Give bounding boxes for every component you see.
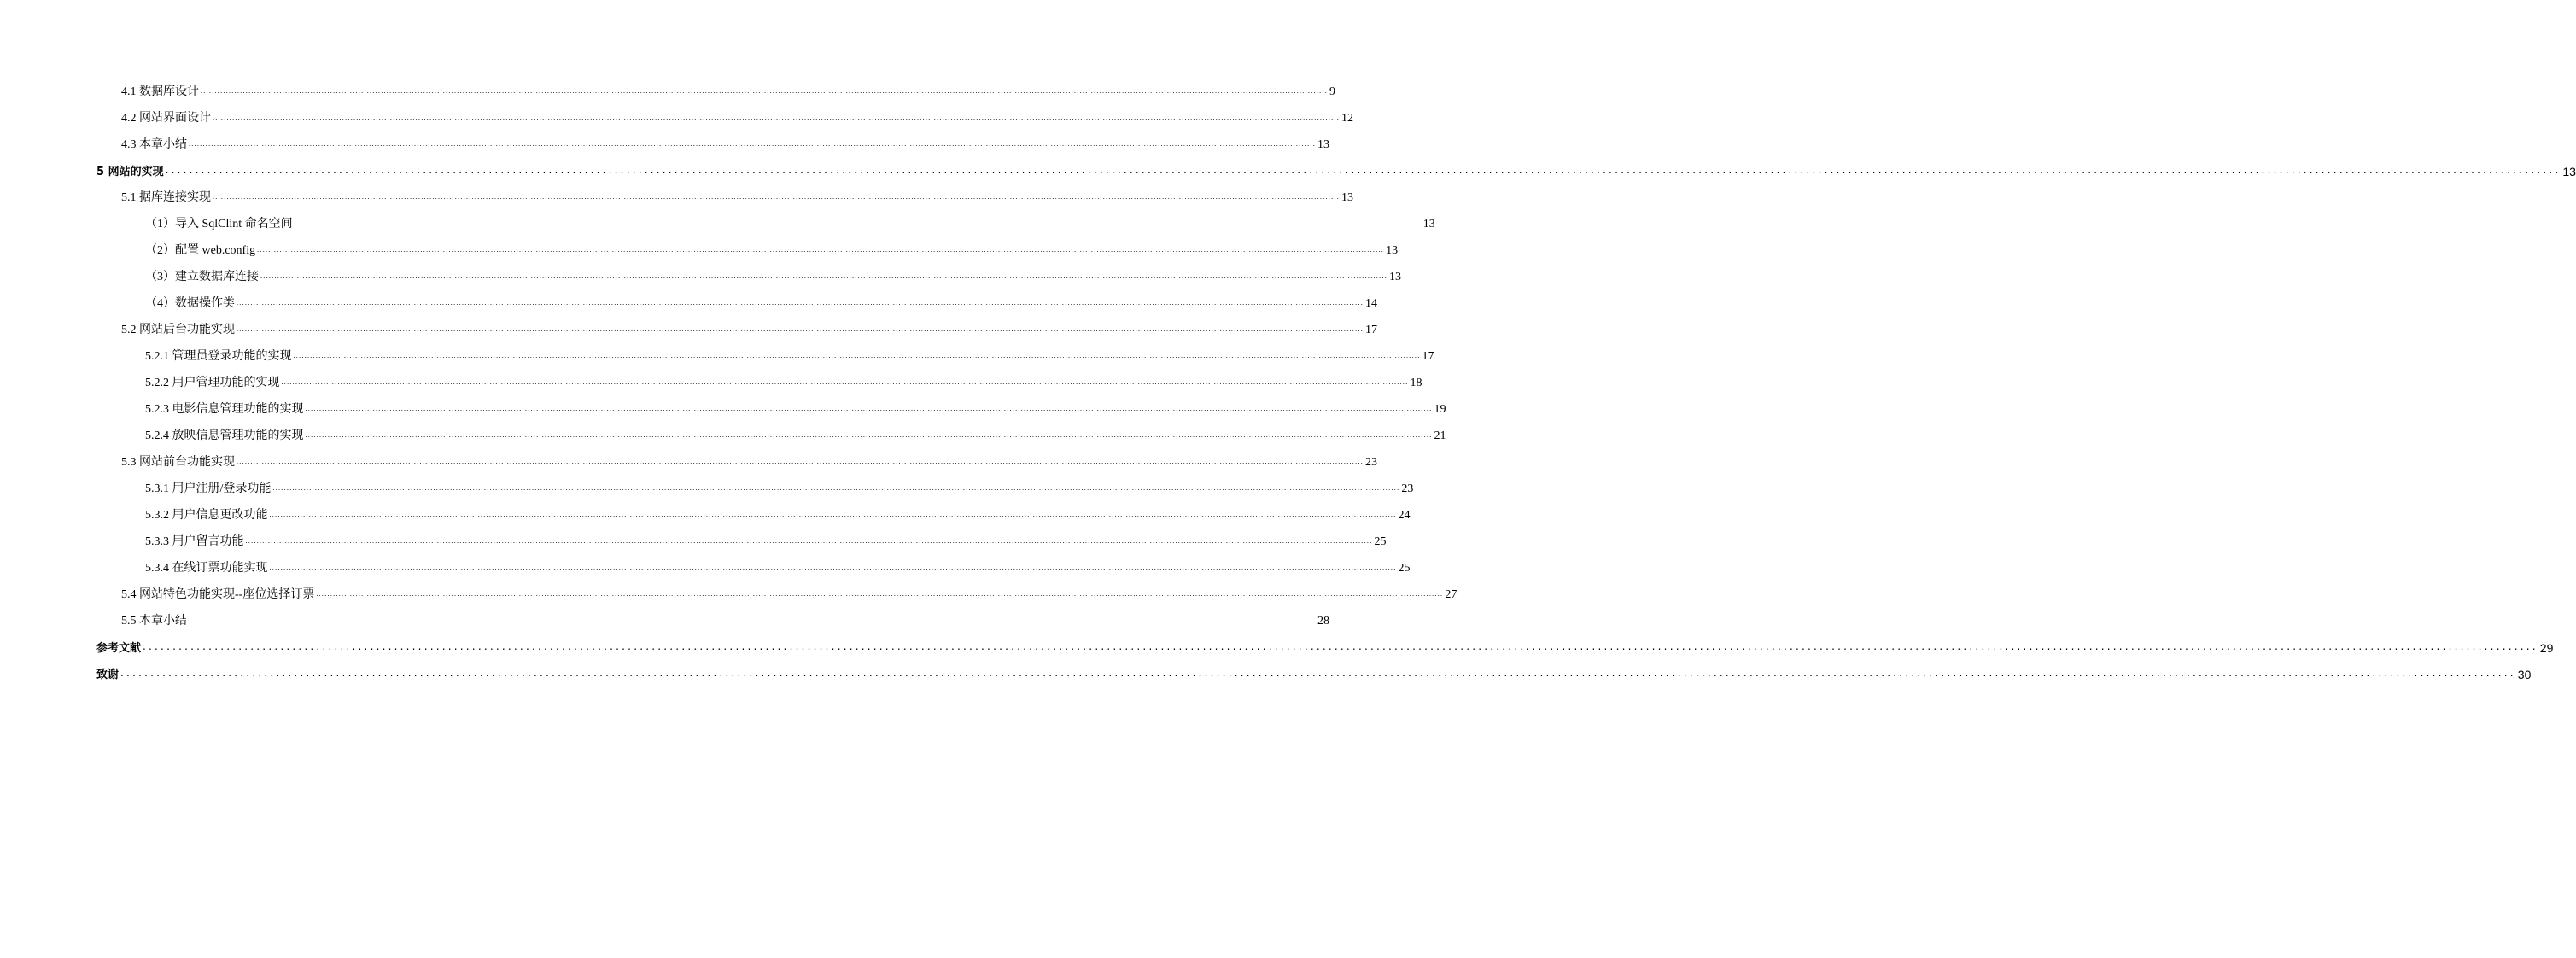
toc-page-number: 13 — [1341, 191, 1353, 204]
toc-page-number: 9 — [1329, 85, 1335, 98]
toc-page-number: 24 — [1398, 509, 1411, 522]
toc-page-number: 13 — [1317, 138, 1329, 151]
toc-page-number: 13 — [2562, 165, 2576, 178]
toc-entry[interactable] — [121, 610, 1329, 628]
toc-entry-title: 5.3.4 在线订票功能实现 — [145, 562, 268, 575]
toc-entry-title: （1）导入 SqlClint 命名空间 — [145, 218, 293, 231]
toc-entry-title: 5.2 网站后台功能实现 — [121, 324, 235, 336]
toc-entry[interactable] — [96, 160, 2576, 178]
toc-entry-title: 4.1 数据库设计 — [121, 85, 199, 98]
toc-dot-leader: ................................................................................................................................................................................................................................................................................................................................................................................................................ — [237, 458, 1364, 465]
toc-page-number: 25 — [1374, 535, 1387, 548]
toc-dot-leader: ................................................................................................................................................................................................................................................................................................................................................................................................................ — [316, 590, 1444, 598]
toc-entry[interactable] — [121, 107, 1353, 126]
toc-entry[interactable] — [145, 424, 1446, 443]
toc-dot-leader: ................................................................................................................................................................................................................................................................................................................................................................................................................ — [305, 431, 1433, 439]
toc-dot-leader: ................................................................................................................................................................................................................................................................................................................................................................................................................ — [237, 299, 1364, 307]
toc-entry[interactable] — [145, 371, 1422, 390]
toc-entry[interactable] — [145, 557, 1411, 575]
toc-entry[interactable] — [96, 636, 2554, 655]
toc-entry-title: 5.3 网站前台功能实现 — [121, 456, 235, 469]
toc-dot-leader: ................................................................................................................................................................................................................................................................................................................................................................................................................ — [213, 193, 1340, 201]
toc-entry-title: 5 网站的实现 — [96, 166, 164, 178]
toc-entry[interactable] — [145, 239, 1399, 258]
toc-dot-leader: ................................................................................................................................................................................................................................................................................................................................................................................................................ — [245, 537, 1373, 545]
toc-page-number: 17 — [1365, 324, 1377, 336]
toc-entry[interactable] — [145, 398, 1446, 417]
toc-entry[interactable] — [96, 663, 2532, 681]
toc-dot-leader: ................................................................................................................................................................................................................................................................................................................................................................................................................ — [201, 87, 1328, 95]
toc-entry-title: （3）建立数据库连接 — [145, 271, 259, 283]
toc-page-number: 23 — [1365, 456, 1377, 469]
toc-page-number: 17 — [1422, 350, 1434, 363]
toc-entry-title: （2）配置 web.config — [145, 244, 256, 257]
toc-dot-leader: ................................................................................................................................................................................................................................................................................................................................................................................................................ — [272, 484, 1400, 492]
toc-page-number: 14 — [1365, 297, 1377, 310]
toc-entry[interactable] — [145, 345, 1434, 364]
toc-entry-title: 参考文献 — [96, 642, 142, 655]
toc-entry-title: 5.2.4 放映信息管理功能的实现 — [145, 429, 304, 442]
toc-page-number: 19 — [1434, 403, 1446, 416]
toc-entry-title: 5.3.1 用户注册/登录功能 — [145, 482, 272, 495]
toc-page-number: 13 — [1389, 271, 1401, 283]
toc-entry[interactable] — [145, 213, 1435, 231]
toc-entry-title: 5.3.2 用户信息更改功能 — [145, 509, 268, 522]
toc-entry-title: （4）数据操作类 — [145, 297, 235, 310]
toc-entry-title: 5.2.1 管理员登录功能的实现 — [145, 350, 292, 363]
toc-dot-leader: ................................................................................................................................................................................................................................................................................................................................................................................................................ — [165, 164, 2561, 176]
toc-entry-title: 5.4 网站特色功能实现--座位选择订票 — [121, 588, 315, 601]
toc-entry[interactable] — [121, 133, 1329, 152]
toc-dot-leader: ................................................................................................................................................................................................................................................................................................................................................................................................................ — [213, 114, 1340, 121]
toc-entry[interactable] — [121, 451, 1377, 470]
toc-entry[interactable] — [121, 80, 1335, 99]
toc-entry[interactable] — [145, 292, 1377, 311]
toc-dot-leader: ................................................................................................................................................................................................................................................................................................................................................................................................................ — [237, 325, 1364, 333]
toc-page-number: 25 — [1398, 562, 1411, 575]
toc-entry-title: 5.3.3 用户留言功能 — [145, 535, 244, 548]
toc-dot-leader: ................................................................................................................................................................................................................................................................................................................................................................................................................ — [305, 405, 1433, 412]
toc-entry[interactable] — [145, 504, 1411, 523]
toc-dot-leader: ................................................................................................................................................................................................................................................................................................................................................................................................................ — [269, 511, 1397, 518]
toc-entry-title: 4.3 本章小结 — [121, 138, 187, 151]
toc-page-number: 21 — [1434, 429, 1446, 442]
toc-page-number: 27 — [1445, 588, 1457, 601]
toc-dot-leader: ................................................................................................................................................................................................................................................................................................................................................................................................................ — [257, 246, 1385, 254]
toc-entry[interactable] — [121, 583, 1457, 602]
toc-entry-title: 4.2 网站界面设计 — [121, 112, 211, 125]
toc-dot-leader: ................................................................................................................................................................................................................................................................................................................................................................................................................ — [294, 219, 1422, 227]
toc-page-number: 30 — [2517, 668, 2532, 681]
toc-entry[interactable] — [145, 477, 1414, 496]
toc-entry[interactable] — [145, 530, 1387, 549]
toc-page-number: 18 — [1410, 377, 1422, 389]
toc-page-number: 12 — [1341, 112, 1353, 125]
toc-dot-leader: ................................................................................................................................................................................................................................................................................................................................................................................................................ — [269, 564, 1397, 571]
toc-page-number: 28 — [1317, 615, 1329, 628]
toc-entry-title: 致谢 — [96, 669, 120, 681]
toc-page-number: 13 — [1422, 218, 1435, 231]
toc-dot-leader: ................................................................................................................................................................................................................................................................................................................................................................................................................ — [260, 272, 1387, 280]
toc-entry-title: 5.5 本章小结 — [121, 615, 187, 628]
toc-entry-title: 5.2.3 电影信息管理功能的实现 — [145, 403, 304, 416]
toc-dot-leader: ................................................................................................................................................................................................................................................................................................................................................................................................................ — [143, 640, 2538, 652]
toc-entry-title: 5.1 据库连接实现 — [121, 191, 211, 204]
toc-dot-leader: ................................................................................................................................................................................................................................................................................................................................................................................................................ — [189, 616, 1316, 624]
toc-dot-leader: ................................................................................................................................................................................................................................................................................................................................................................................................................ — [120, 667, 2516, 679]
toc-dot-leader: ................................................................................................................................................................................................................................................................................................................................................................................................................ — [281, 378, 1409, 386]
toc-page-number: 23 — [1401, 482, 1414, 495]
toc-entry[interactable] — [121, 318, 1377, 337]
toc-page-number: 13 — [1386, 244, 1399, 257]
toc-dot-leader: ................................................................................................................................................................................................................................................................................................................................................................................................................ — [189, 140, 1316, 148]
toc-page-number: 29 — [2539, 641, 2554, 655]
toc-entry[interactable] — [121, 186, 1353, 205]
toc-entry[interactable] — [145, 266, 1401, 284]
toc-dot-leader: ................................................................................................................................................................................................................................................................................................................................................................................................................ — [293, 352, 1421, 359]
toc-entry-title: 5.2.2 用户管理功能的实现 — [145, 377, 280, 389]
